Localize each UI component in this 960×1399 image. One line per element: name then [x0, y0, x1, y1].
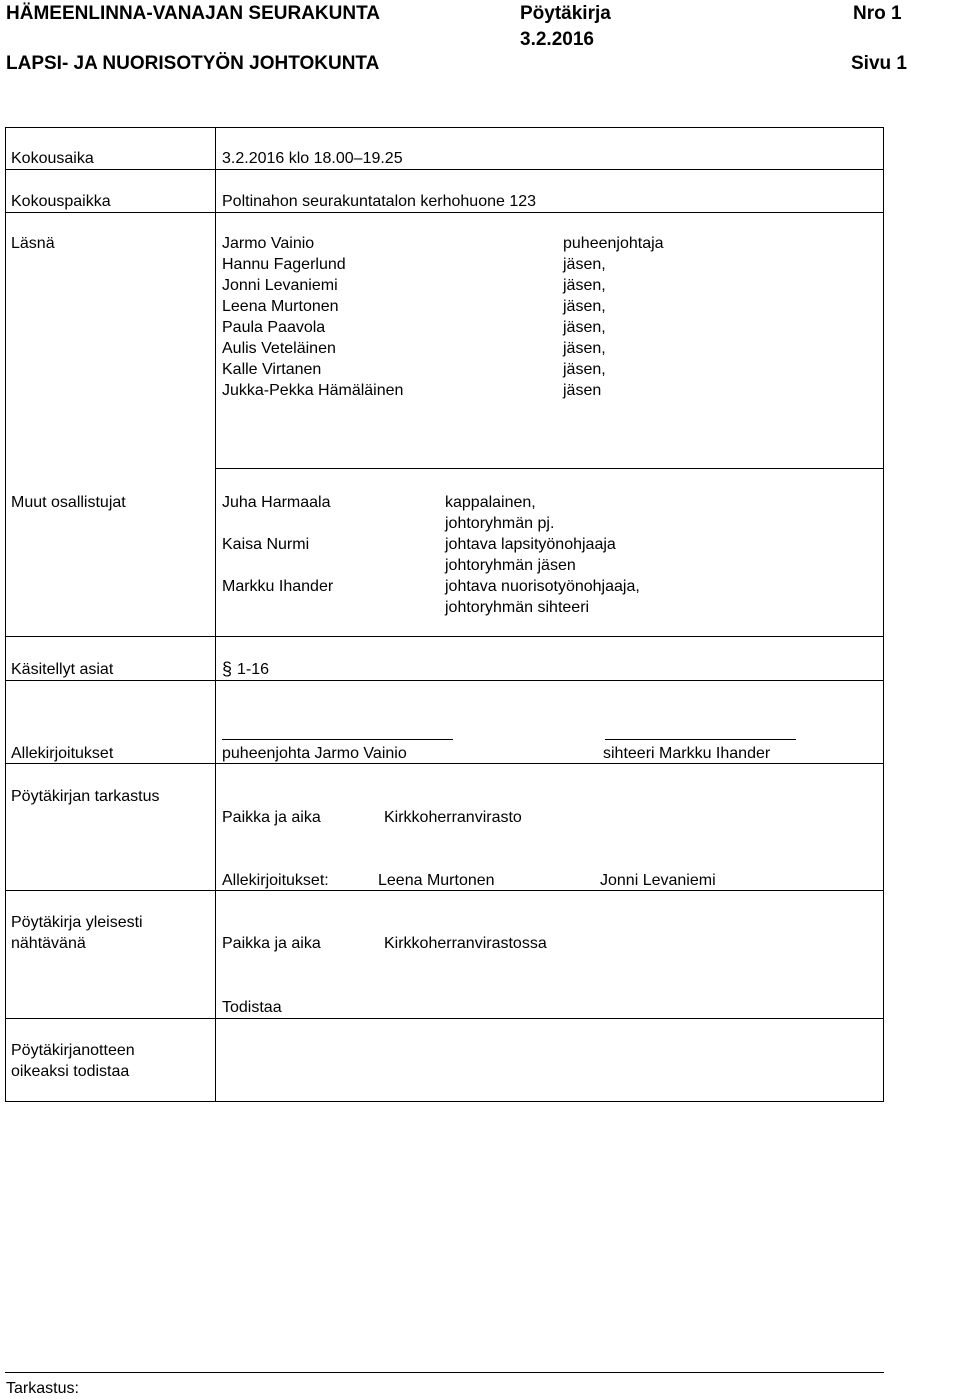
- extract-label-line2: oikeaksi todistaa: [11, 1063, 130, 1080]
- page-number: Sivu 1: [851, 53, 907, 74]
- organization-name: HÄMEENLINNA-VANAJAN SEURAKUNTA: [6, 3, 381, 24]
- meeting-time-value: 3.2.2016 klo 18.00–19.25: [222, 150, 403, 167]
- meeting-place-label: Kokouspaikka: [11, 193, 111, 210]
- member-role: jäsen,: [563, 298, 606, 315]
- board-name: LAPSI- JA NUORISOTYÖN JOHTOKUNTA: [6, 53, 380, 74]
- secretary-signature-line: [605, 739, 796, 740]
- public-place-label: Paikka ja aika: [222, 935, 321, 952]
- other-participants-label: Muut osallistujat: [11, 494, 126, 511]
- meeting-time-label: Kokousaika: [11, 150, 94, 167]
- footer-divider: [5, 1372, 884, 1373]
- participant-role: johtoryhmän sihteeri: [445, 599, 590, 616]
- member-role: puheenjohtaja: [563, 235, 664, 252]
- signatures-label: Allekirjoitukset: [11, 745, 114, 762]
- footer-review-label: Tarkastus:: [6, 1380, 79, 1397]
- document-type: Pöytäkirja: [520, 3, 611, 24]
- review-place-value: Kirkkoherranvirasto: [384, 809, 522, 826]
- document-number: Nro 1: [853, 3, 902, 24]
- public-display-label-line2: nähtävänä: [11, 935, 86, 952]
- member-role: jäsen: [563, 382, 602, 399]
- member-role: jäsen,: [563, 256, 606, 273]
- member-role: jäsen,: [563, 361, 606, 378]
- member-name: Jonni Levaniemi: [222, 277, 338, 294]
- participant-name: Kaisa Nurmi: [222, 536, 310, 553]
- participant-role: johtoryhmän jäsen: [445, 557, 576, 574]
- member-name: Hannu Fagerlund: [222, 256, 346, 273]
- member-role: jäsen,: [563, 340, 606, 357]
- public-place-value: Kirkkoherranvirastossa: [384, 935, 547, 952]
- participant-role: johtoryhmän pj.: [445, 515, 555, 532]
- participant-role: johtava nuorisotyönohjaaja,: [445, 578, 640, 595]
- review-place-label: Paikka ja aika: [222, 809, 321, 826]
- secretary-signature: sihteeri Markku Ihander: [603, 745, 771, 762]
- participant-role: kappalainen,: [445, 494, 536, 511]
- present-label: Läsnä: [11, 235, 55, 252]
- member-role: jäsen,: [563, 319, 606, 336]
- participant-name: Juha Harmaala: [222, 494, 331, 511]
- member-name: Jarmo Vainio: [222, 235, 315, 252]
- reviewer-name: Leena Murtonen: [378, 872, 495, 889]
- public-display-label-line1: Pöytäkirja yleisesti: [11, 914, 143, 931]
- meeting-place-value: Poltinahon seurakuntatalon kerhohuone 123: [222, 193, 537, 210]
- review-signatures-label: Allekirjoitukset:: [222, 872, 329, 889]
- member-name: Paula Paavola: [222, 319, 326, 336]
- chair-signature-line: [222, 739, 453, 740]
- member-name: Kalle Virtanen: [222, 361, 322, 378]
- participant-name: Markku Ihander: [222, 578, 334, 595]
- reviewer-name: Jonni Levaniemi: [600, 872, 716, 889]
- member-name: Aulis Veteläinen: [222, 340, 336, 357]
- review-label: Pöytäkirjan tarkastus: [11, 788, 160, 805]
- section-symbol: §: [222, 659, 233, 679]
- member-role: jäsen,: [563, 277, 606, 294]
- handled-items-label: Käsitellyt asiat: [11, 661, 114, 678]
- certify-label: Todistaa: [222, 999, 282, 1016]
- participant-role: johtava lapsityönohjaaja: [445, 536, 616, 553]
- handled-items-value: 1-16: [237, 661, 270, 678]
- document-date: 3.2.2016: [520, 29, 594, 50]
- extract-label-line1: Pöytäkirjanotteen: [11, 1042, 135, 1059]
- member-name: Jukka-Pekka Hämäläinen: [222, 382, 404, 399]
- chair-signature: puheenjohta Jarmo Vainio: [222, 745, 407, 762]
- member-name: Leena Murtonen: [222, 298, 339, 315]
